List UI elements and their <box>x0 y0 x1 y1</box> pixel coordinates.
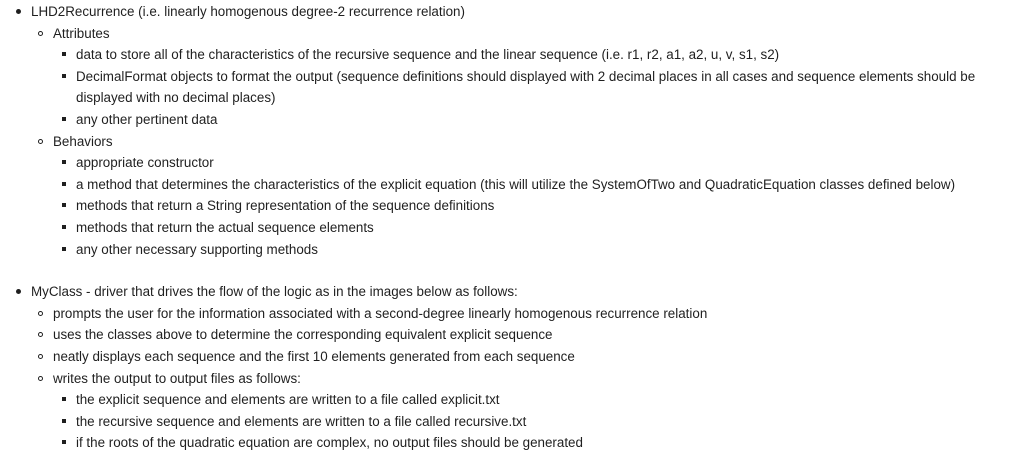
list-item-text: methods that return a String representation of the sequence definitions <box>76 198 495 214</box>
list-item <box>53 389 1035 411</box>
list-item-text: DecimalFormat objects to format the output (sequence definitions should displayed with 2 decimal places in all cases and sequence elements should be displayed with no decimal places) <box>76 68 976 106</box>
list-item <box>31 368 1035 454</box>
list-item-text: any other necessary supporting methods <box>76 241 318 257</box>
list-item-text: appropriate constructor <box>76 155 214 171</box>
list-item-text: prompts the user for the information associated with a second-degree linearly homogenous recurrence relation <box>53 305 708 321</box>
list-item <box>53 195 1035 217</box>
top-level-list <box>0 1 1035 454</box>
list-item <box>31 346 1035 368</box>
list-item-text: data to store all of the characteristics of the recursive sequence and the linear sequence (i.e. r1, r2, a1, a2, u, v, s1, s2) <box>76 47 780 63</box>
list-item-text: writes the output to output files as follows: <box>53 370 301 386</box>
subsection-list <box>31 23 1035 261</box>
subsection-behaviors <box>31 131 1035 261</box>
list-item-text: methods that return the actual sequence elements <box>76 219 374 235</box>
section-spacer <box>31 260 1035 281</box>
driver-list <box>31 303 1035 454</box>
list-item <box>53 411 1035 433</box>
list-item-text: the recursive sequence and elements are written to a file called recursive.txt <box>76 413 527 429</box>
section-title: LHD2Recurrence (i.e. linearly homogenous degree-2 recurrence relation) <box>31 4 465 19</box>
subsection-attributes <box>31 23 1035 131</box>
list-item-text: neatly displays each sequence and the first 10 elements generated from each sequence <box>53 348 575 364</box>
list-item <box>53 44 1035 66</box>
section-title: MyClass - driver that drives the flow of the logic as in the images below as follows: <box>31 284 518 300</box>
list-item <box>53 239 1035 261</box>
list-item-text: uses the classes above to determine the corresponding equivalent explicit sequence <box>53 327 553 343</box>
list-item-text: any other pertinent data <box>76 111 218 127</box>
list-item <box>31 324 1035 346</box>
list-item <box>53 66 1035 109</box>
subsection-title: Behaviors <box>53 133 113 149</box>
list-item <box>53 432 1035 454</box>
list-item <box>31 303 1035 325</box>
list-item <box>53 174 1035 196</box>
list-item-text: a method that determines the characteristics of the explicit equation (this will utilize the SystemOfTwo and QuadraticEquation classes defined below) <box>76 176 956 192</box>
attributes-list <box>53 44 1035 130</box>
subsection-title: Attributes <box>53 25 110 41</box>
list-item <box>53 152 1035 174</box>
output-files-list <box>53 389 1035 454</box>
behaviors-list <box>53 152 1035 260</box>
list-item <box>53 217 1035 239</box>
list-item-text: the explicit sequence and elements are written to a file called explicit.txt <box>76 392 500 408</box>
list-item <box>53 109 1035 131</box>
section-lhd2recurrence <box>0 1 1035 281</box>
list-item-text: if the roots of the quadratic equation are complex, no output files should be generated <box>76 435 583 451</box>
section-myclass <box>0 281 1035 454</box>
